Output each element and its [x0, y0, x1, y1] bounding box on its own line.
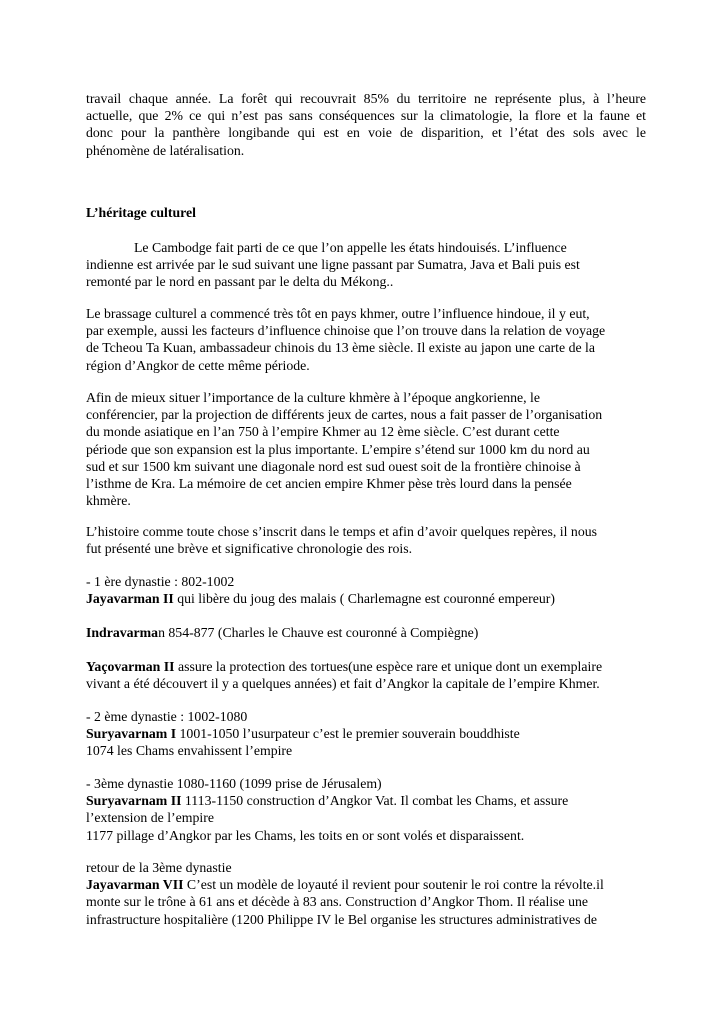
text-line: travail chaque année. La forêt qui recouvrait 85% du territoire ne représente plus, à l’heure [86, 91, 646, 106]
king-description: qui libère du joug des malais ( Charlemagne est couronné empereur) [173, 591, 555, 607]
text-line: sud et sur 1500 km suivant une diagonale nord est sud ouest soit de la frontière chinoise à [86, 458, 581, 474]
text-line: Le brassage culturel a commencé très tôt en pays khmer, outre l’influence hindoue, il y eut, [86, 306, 590, 321]
king-entry [86, 792, 646, 809]
text-line: l’extension de l’empire [86, 810, 214, 826]
dynasty-1-section [86, 573, 646, 607]
dynasty-label: - 3ème dynastie 1080-1160 (1099 prise de Jérusalem) [86, 776, 382, 791]
king-entry [86, 590, 646, 607]
king-name: Suryavarnam II [86, 793, 182, 809]
text-line: infrastructure hospitalière (1200 Philippe IV le Bel organise les structures administratives de [86, 911, 597, 927]
king-yacovarman [86, 658, 646, 692]
text-line: période que son expansion est la plus importante. L’empire s’étend sur 1000 km du nord au [86, 441, 590, 457]
text-line: donc pour la panthère longibande qui est en voie de disparition, et l’état des sols avec le [86, 125, 646, 141]
text-line: Le Cambodge fait parti de ce que l’on appelle les états hindouisés. L’influence [134, 240, 567, 255]
king-name: Yaçovarman II [86, 659, 175, 674]
king-entry [86, 624, 646, 641]
king-description: n 854-877 (Charles le Chauve est couronné à Compiègne) [158, 625, 479, 640]
king-description: assure la protection des tortues(une espèce rare et unique dont un exemplaire [174, 659, 603, 674]
king-entry [86, 658, 646, 675]
paragraph-khmer-empire [86, 389, 646, 509]
text-line: fut présenté une brève et significative chronologie des rois. [86, 541, 413, 557]
text-line: conférencier, par la projection de différents jeux de cartes, nous a fait passer de l’organisation [86, 407, 603, 423]
dynasty-label: - 2 ème dynastie : 1002-1080 [86, 709, 248, 724]
paragraph-cultural-mixing [86, 305, 646, 374]
paragraph-hindu-influence [86, 239, 646, 291]
section-heading: L’héritage culturel [86, 205, 196, 220]
king-entry [86, 725, 646, 742]
text-line: phénomène de latéralisation. [86, 142, 245, 158]
text-line: remonté par le nord en passant par le delta du Mékong.. [86, 274, 394, 290]
text-line: l’isthme de Kra. La mémoire de cet ancien empire Khmer pèse très lourd dans la pensée [86, 476, 572, 492]
intro-paragraph [86, 90, 646, 159]
text-line: monte sur le trône à 61 ans et décède à 83 ans. Construction d’Angkor Thom. Il réalise une [86, 894, 589, 910]
text-line: vivant a été découvert il y a quelques années) et fait d’Angkor la capitale de l’empire Khmer. [86, 676, 600, 692]
text-line: 1074 les Chams envahissent l’empire [86, 743, 293, 759]
king-description: C’est un modèle de loyauté il revient pour soutenir le roi contre la révolte.il [183, 877, 604, 893]
paragraph-chronology-intro [86, 523, 646, 557]
king-name: Suryavarnam I [86, 726, 177, 742]
king-entry [86, 876, 646, 893]
dynasty-2-section [86, 708, 646, 760]
text-line: indienne est arrivée par le sud suivant une ligne passant par Sumatra, Java et Bali puis est [86, 257, 580, 273]
king-indravarman [86, 624, 646, 641]
king-name: Jayavarman VII [86, 877, 184, 893]
dynasty-label: retour de la 3ème dynastie [86, 860, 232, 875]
text-line: région d’Angkor de cette même période. [86, 357, 310, 373]
king-name: Jayavarman II [86, 591, 174, 607]
text-line: 1177 pillage d’Angkor par les Chams, les toits en or sont volés et disparaissent. [86, 827, 525, 843]
king-description: 1001-1050 l’usurpateur c’est le premier souverain bouddhiste [176, 726, 520, 742]
text-line: du monde asiatique en l’an 750 à l’empire Khmer au 12 ème siècle. C’est durant cette [86, 424, 560, 440]
text-line: Afin de mieux situer l’importance de la culture khmère à l’époque angkorienne, le [86, 390, 540, 405]
text-line: actuelle, que 2% ce qui n’est pas sans conséquences sur la climatologie, la flore et la faune et [86, 108, 646, 124]
text-line: par exemple, aussi les facteurs d’influence chinoise que l’on trouve dans la relation de voyage [86, 323, 606, 339]
dynasty-label: - 1 ère dynastie : 802-1002 [86, 574, 235, 589]
text-line: de Tcheou Ta Kuan, ambassadeur chinois du 13 ème siècle. Il existe au japon une carte de la [86, 340, 596, 356]
text-line: L’histoire comme toute chose s’inscrit dans le temps et afin d’avoir quelques repères, il nous [86, 524, 597, 539]
king-description: 1113-1150 construction d’Angkor Vat. Il combat les Chams, et assure [181, 793, 569, 809]
dynasty-3-section [86, 775, 646, 844]
dynasty-3-return-section [86, 859, 646, 928]
king-name: Indravarma [86, 625, 159, 640]
text-line: khmère. [86, 493, 131, 509]
